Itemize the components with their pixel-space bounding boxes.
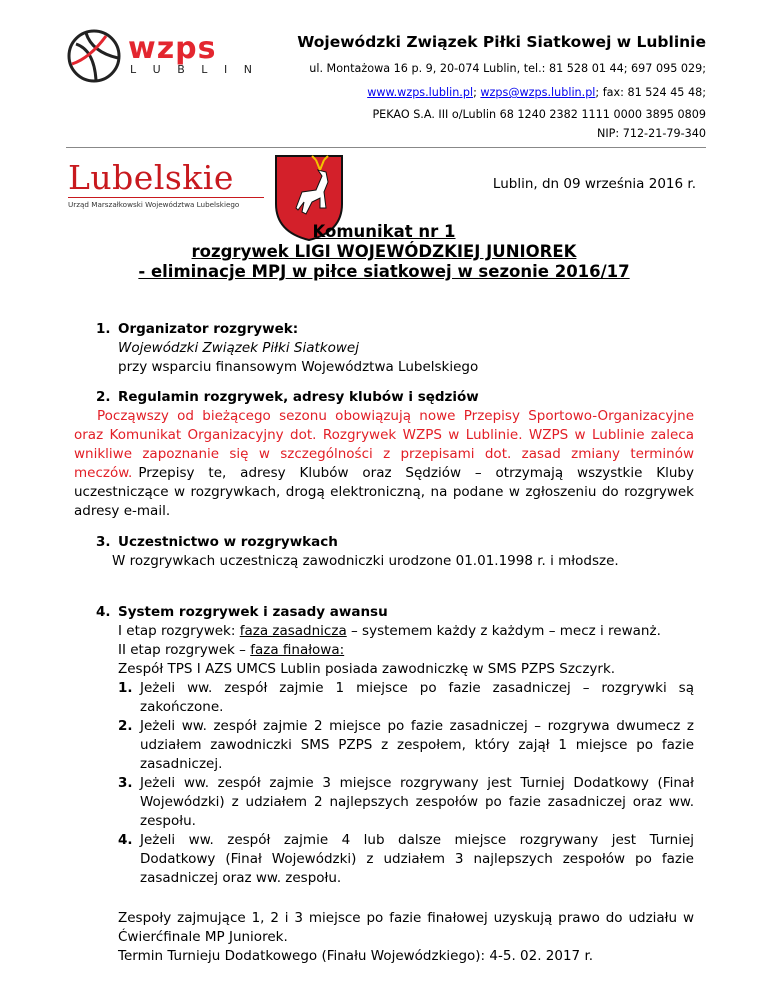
list-item-2-line-2: udziałem zawodniczki SMS PZPS z zespołem, który zajął 1 miejsce po fazie <box>140 737 694 753</box>
lubelskie-logo-subtext: Urząd Marszałkowski Województwa Lubelskiego <box>68 200 240 209</box>
section-2-line-6: adresy e-mail. <box>74 503 171 519</box>
wzps-logo-text: wzps <box>128 31 217 66</box>
lubelskie-logo-line <box>68 197 264 198</box>
title-line-3: - eliminacje MPJ w piłce siatkowej w sezonie 2016/17 <box>138 262 630 281</box>
final-line-3: Termin Turnieju Dodatkowego (Finału Wojewódzkiego): 4-5. 02. 2017 r. <box>118 948 594 964</box>
volleyball-icon <box>66 28 122 84</box>
section-2-line-2: oraz Komunikat Organizacyjny dot. Rozgrywek WZPS w Lublinie. WZPS w Lublinie zaleca <box>74 427 694 443</box>
organizer-name: Wojewódzki Związek Piłki Siatkowej <box>118 340 359 356</box>
list-item-3-line-1: Jeżeli ww. zespół zajmie 3 miejsce rozgrywany jest Turniej Dodatkowy (Finał <box>140 775 694 791</box>
date-line: Lublin, dn 09 września 2016 r. <box>492 176 696 192</box>
fax-text: ; fax: 81 524 45 48; <box>595 86 706 99</box>
lubelskie-logo-text: Lubelskie <box>68 158 234 197</box>
list-item-2-line-3: zasadniczej. <box>140 756 223 772</box>
section-3-text: W rozgrywkach uczestniczą zawodniczki urodzone 01.01.1998 r. i młodsze. <box>112 553 619 569</box>
lublin-letters: L U B L I N <box>130 63 252 76</box>
org-name: Wojewódzki Związek Piłki Siatkowej w Lublinie <box>297 33 706 51</box>
section-3-heading: 3. Uczestnictwo w rozgrywkach <box>96 534 338 550</box>
section-2-line-5: uczestniczące w rozgrywkach, drogą elektroniczną, na podane w zgłoszeniu do rozgrywek <box>74 484 694 500</box>
section-2-line-3: wnikliwe zapoznanie się w szczególności z przepisami dot. zasad zmiany terminów <box>74 446 694 462</box>
section-2-line-1: Począwszy od bieżącego sezonu obowiązują nowe Przepisy Sportowo-Organizacyjne <box>97 408 694 424</box>
address-line: ul. Montażowa 16 p. 9, 20-074 Lublin, tel.: 81 528 01 44; 697 095 029; <box>309 62 706 75</box>
final-line-1: Zespoły zajmujące 1, 2 i 3 miejsce po fazie finałowej uzyskują prawo do udziału w <box>118 910 694 926</box>
contact-line: www.wzps.lublin.pl; wzps@wzps.lublin.pl; fax: 81 524 45 48; <box>367 86 706 99</box>
list-item-2-line-1: Jeżeli ww. zespół zajmie 2 miejsce po fazie zasadniczej – rozgrywa dwumecz z <box>140 718 694 734</box>
nip-line: NIP: 712-21-79-340 <box>596 127 706 140</box>
header-divider <box>66 147 706 148</box>
final-line-2: Ćwierćfinale MP Juniorek. <box>118 929 288 945</box>
title-line-1: Komunikat nr 1 <box>312 222 456 241</box>
list-item-4-line-2: Dodatkowy (Finał Wojewódzki) z udziałem 3 najlepszych zespołów po fazie <box>140 851 694 867</box>
list-item-number: 3. <box>118 775 133 791</box>
section-2-line-4: meczów. Przepisy te, adresy Klubów oraz Sędziów – otrzymają wszystkie Kluby <box>74 465 694 481</box>
list-item-1-line-1: Jeżeli ww. zespół zajmie 1 miejsce po fazie zasadniczej – rozgrywki są <box>140 680 694 696</box>
list-item-3-line-3: zespołu. <box>140 813 196 829</box>
list-item-4-line-1: Jeżeli ww. zespół zajmie 4 lub dalsze miejsce rozgrywany jest Turniej <box>140 832 694 848</box>
website-link[interactable]: www.wzps.lublin.pl <box>367 86 474 99</box>
organizer-support: przy wsparciu finansowym Województwa Lubelskiego <box>118 359 479 375</box>
list-item-4-line-3: zasadniczej oraz ww. zespołu. <box>140 870 342 886</box>
list-item-number: 2. <box>118 718 133 734</box>
stage-2-line: II etap rozgrywek – faza finałowa: <box>118 642 345 658</box>
list-item-1-line-2: zakończone. <box>140 699 224 715</box>
stage-1-line: I etap rozgrywek: faza zasadnicza – systemem każdy z każdym – mecz i rewanż. <box>118 623 661 639</box>
section-1-heading: 1. Organizator rozgrywek: <box>96 321 299 337</box>
title-line-2: rozgrywek LIGI WOJEWÓDZKIEJ JUNIOREK <box>191 242 577 261</box>
list-item-number: 1. <box>118 680 133 696</box>
team-line: Zespół TPS I AZS UMCS Lublin posiada zawodniczkę w SMS PZPS Szczyrk. <box>118 661 616 677</box>
bank-line: PEKAO S.A. III o/Lublin 68 1240 2382 1111 0000 3895 0809 <box>372 108 706 121</box>
email-link[interactable]: wzps@wzps.lublin.pl <box>480 86 596 99</box>
wzps-logo <box>66 28 256 88</box>
section-4-heading: 4. System rozgrywek i zasady awansu <box>96 604 388 620</box>
section-2-heading: 2. Regulamin rozgrywek, adresy klubów i sędziów <box>96 389 479 405</box>
list-item-3-line-2: Wojewódzki) z udziałem 2 najlepszych zespołów po fazie zasadniczej oraz ww. <box>140 794 694 810</box>
list-item-number: 4. <box>118 832 133 848</box>
